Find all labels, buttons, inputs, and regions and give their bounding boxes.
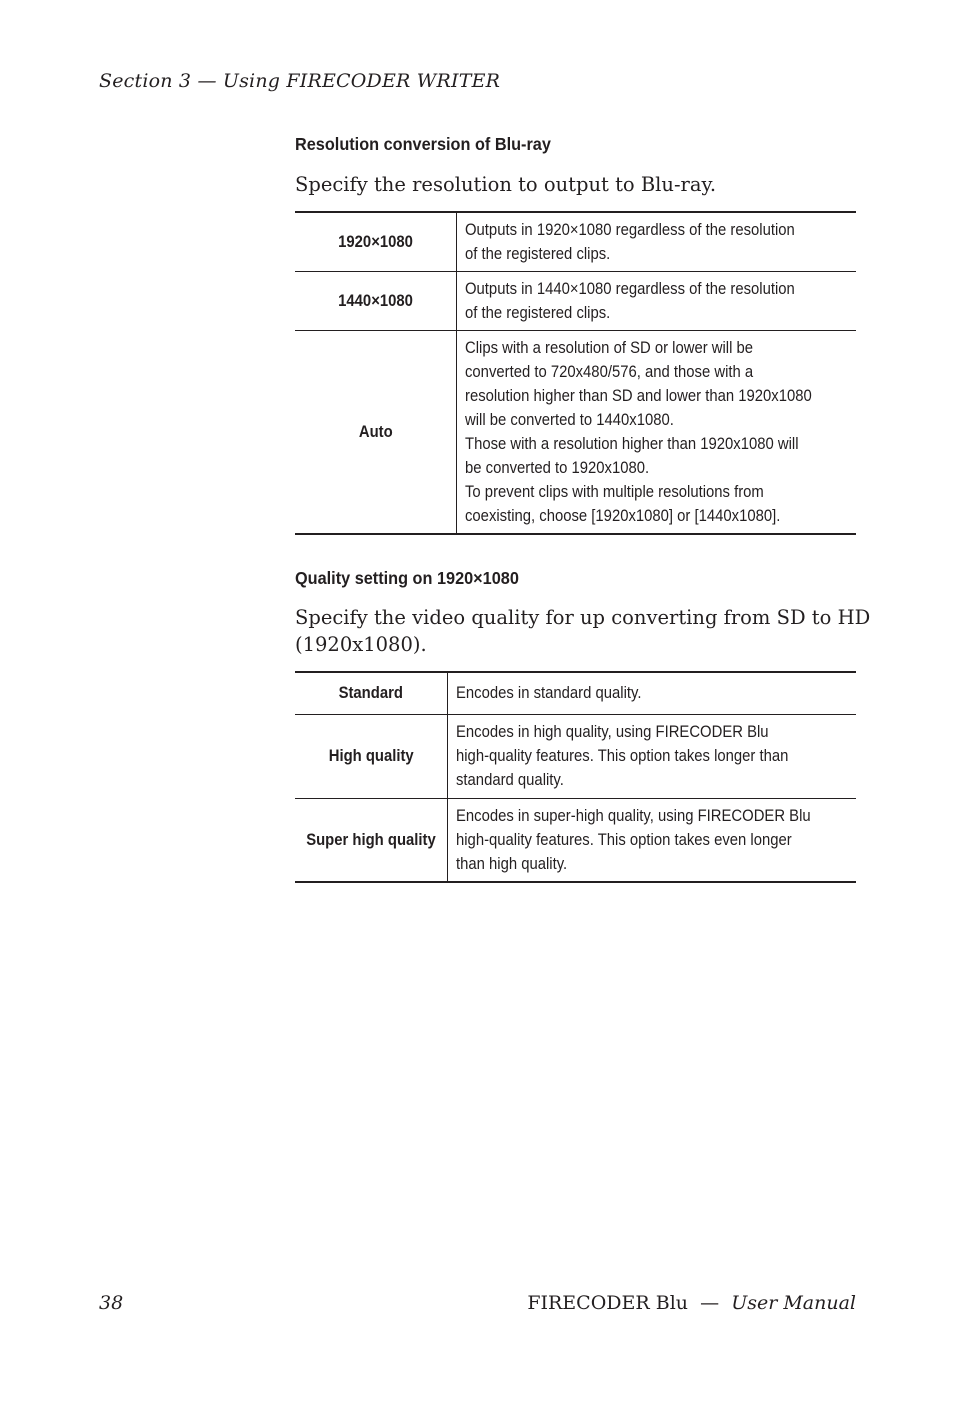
- resolution-table: [295, 211, 856, 535]
- option-description: [447, 672, 856, 714]
- description-line: Those with a resolution higher than 1920x1080 will: [464, 435, 799, 453]
- quality-table: [295, 671, 856, 883]
- description-line: Outputs in 1440×1080 regardless of the resolution: [464, 280, 795, 298]
- description-line: will be converted to 1440x1080.: [464, 411, 674, 429]
- quality-section: [295, 568, 856, 589]
- description-line: of the registered clips.: [464, 245, 610, 263]
- page-number: 38: [99, 1292, 124, 1314]
- description-line: Encodes in super-high quality, using FIRECODER Blu: [455, 806, 811, 825]
- quality-heading: Quality setting on 1920×1080: [295, 568, 519, 588]
- option-description: [456, 272, 856, 331]
- footer-manual: User Manual: [731, 1292, 856, 1314]
- description-line: Encodes in high quality, using FIRECODER Blu: [455, 722, 769, 741]
- description-line: To prevent clips with multiple resolutions from: [464, 483, 764, 501]
- quality-intro-line: Specify the video quality for up converting from SD to HD: [295, 606, 871, 629]
- description-line: than high quality.: [455, 854, 568, 873]
- table-row: [295, 798, 856, 882]
- resolution-intro: Specify the resolution to output to Blu-ray.: [295, 173, 717, 196]
- quality-intro-line: (1920x1080).: [295, 633, 427, 656]
- resolution-section: [295, 134, 856, 155]
- option-term: 1440×1080: [295, 272, 456, 331]
- description-line: standard quality.: [455, 770, 564, 789]
- description-line: Outputs in 1920×1080 regardless of the resolution: [464, 221, 795, 239]
- description-line: high-quality features. This option takes even longer: [455, 830, 792, 849]
- description-line: be converted to 1920x1080.: [464, 459, 649, 477]
- option-term: Standard: [295, 672, 447, 714]
- option-description: [456, 212, 856, 272]
- table-row: [295, 714, 856, 798]
- description-line: high-quality features. This option takes longer than: [455, 746, 789, 765]
- table-row: [295, 672, 856, 714]
- running-head: Section 3 — Using FIRECODER WRITER: [99, 70, 501, 92]
- description-line: of the registered clips.: [464, 304, 610, 322]
- option-term: Super high quality: [295, 798, 447, 882]
- option-term: Auto: [295, 331, 456, 535]
- table-row: [295, 331, 856, 535]
- option-term: 1920×1080: [295, 212, 456, 272]
- option-description: [447, 714, 856, 798]
- quality-table-wrap: [295, 671, 856, 883]
- resolution-intro-block: [295, 171, 856, 198]
- description-line: Encodes in standard quality.: [455, 684, 642, 703]
- resolution-table-wrap: [295, 211, 856, 535]
- footer-title: [527, 1292, 856, 1314]
- description-line: coexisting, choose [1920x1080] or [1440x1080].: [464, 507, 781, 525]
- quality-intro: [295, 604, 871, 658]
- description-line: converted to 720x480/576, and those with a: [464, 363, 753, 381]
- footer-product: FIRECODER Blu: [527, 1292, 689, 1314]
- footer-separator: —: [700, 1292, 720, 1314]
- option-description: [456, 331, 856, 535]
- table-row: [295, 212, 856, 272]
- option-term: High quality: [295, 714, 447, 798]
- resolution-heading: Resolution conversion of Blu-ray: [295, 134, 551, 154]
- quality-intro-block: [295, 604, 871, 658]
- table-row: [295, 272, 856, 331]
- description-line: Clips with a resolution of SD or lower will be: [464, 339, 753, 357]
- description-line: resolution higher than SD and lower than 1920x1080: [464, 387, 812, 405]
- option-description: [447, 798, 856, 882]
